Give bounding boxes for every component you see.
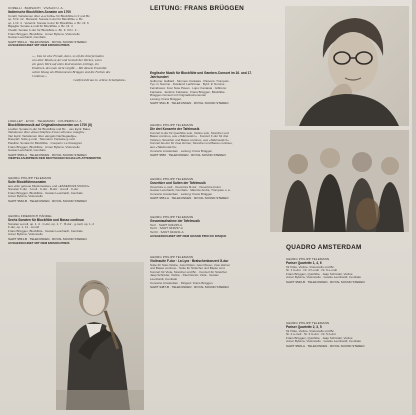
record-number: SAWT 9487-B · TELEFUNKEN · ROYAL SOUND STEREO xyxy=(150,285,229,290)
entry-tafelmusik-concertos xyxy=(150,124,268,158)
entry-line: Anner Bylsma, Violoncello xyxy=(8,233,43,237)
entry-title: Pariser Quartette 2, 3, 5 xyxy=(286,324,322,329)
review-quote-line: Eindruck, den man nicht vergißt ... Mit diesem Ensemble xyxy=(32,65,107,70)
entry-title: Ouvertüre und Suiten der Tafelmusik xyxy=(150,180,206,185)
entry-title: Italienische Blockflöten-Sonaten um 1700 xyxy=(8,9,71,14)
entry-line: Ferrabosco: Four Note Pavan · Lupo: Fantasia · Gibbons: xyxy=(150,87,227,90)
entry-composer: GEORG PHILIPP TELEMANN xyxy=(150,177,194,181)
entry-title: Pariser Quartette 1, 4, 6 xyxy=(286,260,322,265)
entry-paris-quartets-1 xyxy=(286,258,404,285)
record-number: SAWT 9540-B · TELEFUNKEN · ROYAL SOUND STEREO xyxy=(286,279,365,284)
entry-line: Concerto Amsterdam · Leitung: Frans Brüggen xyxy=(150,149,213,153)
entry-line: Anner Bylsma, Violoncello · Gustav Leonhardt, Cembalo xyxy=(286,340,361,344)
entry-paris-quartets-2 xyxy=(286,322,404,349)
entry-title: Suite Blockflötensonaten xyxy=(8,179,47,184)
entry-line: Konzert für Viola, Streicher und Bc. · Konzert für Streicher xyxy=(150,270,227,274)
entry-line: Variationen über »Doen Daphne d'over schoone maeght« · xyxy=(8,131,87,135)
entry-line: Concerto Amsterdam · Leitung: Frans Brüggen xyxy=(150,192,213,196)
entry-line: Holborne: Galliard · Simmes: Fantasia · Parsons: Trumpets · xyxy=(150,79,231,83)
entry-composer: GEORG PHILIPP TELEMANN xyxy=(286,321,330,325)
review-quote-line: Continuo.« xyxy=(32,73,47,78)
entry-composer: GEORG PHILIPP TELEMANN xyxy=(8,176,52,180)
entry-line: Fantasia · Jenkins: Fantasia · Frans Brüggen, Blockflöte · xyxy=(150,90,227,94)
entry-line: Anner Bylsma, Violoncello · Gustav Leonhardt, Cembalo xyxy=(286,276,361,280)
entry-line: Basso continuo, aus »Tafelmusik I« · Konzert F-dur für drei xyxy=(150,135,229,139)
entry-composer: CORELLI · BARSANTI · VIVALDI U. A. xyxy=(8,6,64,10)
entry-line: Ouvertüre e-moll · Ouvertüre B-dur · Ouvertüre D-dur xyxy=(150,185,221,189)
entry-line: Gustav Leonhardt, Cembalo xyxy=(8,36,46,40)
record-number: SAWT 9550 · TELEFUNKEN · ROYAL SOUND STEREO xyxy=(150,153,226,158)
entry-line: Teil III · SAWT 9440/41-A xyxy=(150,230,184,234)
entry-line: Frans Brüggen, Querflöte · Jaap Schröder, Violine xyxy=(286,272,353,276)
entry-line: Frans Brüggen, Blockflöte · Gustav Leonhardt, Cembalo xyxy=(8,191,83,195)
entry-line: op. 1 Nr. 4 · Veracini: Sonate G-dur für Blockflöte u. Bc. Nr. 6 xyxy=(8,21,89,25)
entry-line: Leitung: Frans Brüggen xyxy=(150,97,182,101)
conductor-heading: LEITUNG: FRANS BRÜGGEN xyxy=(150,5,245,12)
review-quote-source: Gottfried Kraus in »Diese Schallplatte« xyxy=(73,77,126,82)
entry-line: Jaap Schröder, Violine · Paul Doctor, Viola · Gustav xyxy=(150,274,219,278)
ensemble-heading: QUADRO AMSTERDAM xyxy=(286,244,362,251)
entry-title: Blockflötenmusik auf Originalinstrumenten um 1700 (II) xyxy=(8,122,92,127)
entry-composer: GEORG FRIEDRICH HÄNDEL xyxy=(8,214,52,218)
photo-quadro-amsterdam-image xyxy=(270,130,409,232)
entry-line: Paisible: Sonate für Blockflöte · Couperin: Le Rossignol xyxy=(8,141,82,145)
entry-line: Concerto Amsterdam · Dirigent: Frans Brüggen xyxy=(150,281,213,285)
entry-composer: GEORG PHILIPP TELEMANN xyxy=(150,255,194,259)
entry-line: Frans Brüggen, Querflöte · Jaap Schröder, Violine xyxy=(286,336,353,340)
photo-recorder-player-image xyxy=(56,262,144,410)
entry-title: Die drei Konzerte der Tafelmusik xyxy=(150,126,200,131)
entry-line: für Flöte, Violine, Violoncello und Bc. xyxy=(286,329,335,333)
entry-line: op. 5 Nr. 12 · Barsanti: Sonate C-dur für Blockflöte u. Bc. xyxy=(8,18,84,22)
review-quote-line: ein gutes Werk auf alten Instrumenten erklingt, ein xyxy=(32,61,99,66)
entry-line: Tye: In Nomine · Dowland: Lachrimae · Byrd: In Nomine · xyxy=(150,83,227,87)
entry-violin-suite xyxy=(150,256,268,290)
entry-line: Anner Bylsma, Violoncello xyxy=(8,195,43,199)
entry-telemann-sonatas xyxy=(8,177,126,204)
entry-title: Sechs Sonaten für Blockflöte und Basso continuo xyxy=(8,217,84,222)
entry-tafelmusik-complete xyxy=(150,216,268,239)
entry-line: Teil II · SAWT 9436/37-A xyxy=(150,227,183,231)
entry-composer: GEORG PHILIPP TELEMANN xyxy=(150,215,194,219)
entry-line: Van Eyck: Variationen über »Engels Nachtegaeltje« · xyxy=(8,134,79,138)
entry-title: Englische Musik für Blockflöte und Gamben-Consort im 16. und 17. Jahrhundert xyxy=(150,71,253,79)
entry-english-consort xyxy=(150,72,268,106)
entry-line: Frans Brüggen, Blockflöte · Anner Bylsma, Violoncello xyxy=(8,32,80,36)
entry-line: aus »Tafelmusik III« xyxy=(150,145,177,149)
award-note: VIERTELJAHRPREIS DER DEUTSCHEN SCHALLPLATTENKRITIK xyxy=(8,156,102,161)
entry-italian-sonatas xyxy=(8,7,126,82)
entry-line: Frans Brüggen, Blockflöte · Gustav Leonhardt, Cembalo xyxy=(8,229,83,233)
entry-composer: GEORG PHILIPP TELEMANN xyxy=(150,123,194,127)
entry-title: Violinsuite F-dur · La Lyra · Bratschenkonzert G-dur xyxy=(150,258,229,263)
entry-line: Brüggen-Consort mit Originalinstrumenten xyxy=(150,94,207,98)
entry-line: aus »Der getreue Musikmeister« und »ESSERCIZII MUSICI« xyxy=(8,184,90,188)
entry-line: für Flöte, Violine, Violoncello und Bc. xyxy=(286,265,335,269)
entry-loeillet xyxy=(8,120,126,161)
entry-title: Gesamtaufnahme der Tafelmusik xyxy=(150,218,200,223)
review-quote-line: »... Das ist eine Freude, denn, so oft die Interpretation xyxy=(32,53,104,58)
entry-line: Corelli: Variationen über »La Follia« für Blockflöte in F und Bc. xyxy=(8,14,91,18)
entry-line: Loeillet: Sonate G-dur für Blockflöte und Bc. · van Eyck: Balet- xyxy=(8,127,91,131)
record-number: SAWT 9540-B · TELEFUNKEN · ROYAL SOUND STEREO xyxy=(8,198,87,203)
entry-line: Gustav Leonhardt, Cembalo · Maurice André, Trompete u. a. xyxy=(150,189,231,193)
entry-line: Nr. 1 G-dur · Nr. 4 h-moll · Nr. 6 e-moll xyxy=(286,269,337,273)
entry-line: Gustav Leonhardt, Cembalo xyxy=(8,149,46,153)
record-number: SAWT 9511-B · TELEFUNKEN · ROYAL SOUND STEREO xyxy=(150,101,229,106)
entry-composer: GEORG PHILIPP TELEMANN xyxy=(286,257,330,261)
record-number: SAWT 9551-B · TELEFUNKEN · ROYAL SOUND STEREO xyxy=(8,236,87,241)
award-note: AUSGEZEICHNET MIT DEM GRAND PRIX DU DISQUE xyxy=(150,234,227,239)
record-number: SAWT 9500-A · TELEFUNKEN · ROYAL SOUND STEREO xyxy=(286,343,365,348)
entry-line: Frans Brüggen, Blockflöte · Anner Bylsma, Violoncello xyxy=(8,145,80,149)
award-note: AUSGEZEICHNET MIT DEM EDISON-PREIS xyxy=(8,43,70,48)
entry-handel-sonatas xyxy=(8,215,126,245)
entry-line: Dieupart: Suite g-moll · Telemann: Fantasie g-moll · xyxy=(8,138,77,142)
award-note: AUSGEZEICHNET MIT DEM EDISON-PREIS xyxy=(8,240,70,245)
entry-line: Bigaglia: Sonate a-moll für Blockflöte u. Bc. Nr. 4 xyxy=(8,25,73,29)
review-quote-line: wären Klang als Phänomenen Brüggen und die Farben des xyxy=(32,69,111,74)
photo-frans-bruggen xyxy=(285,6,409,126)
entry-line: Violinen, Streicher und Basso continuo, aus »Tafelmusik II« · xyxy=(150,138,231,142)
entry-line: Vivaldi: Sonate C-dur für Blockflöte u. Bc. F. XII n. 2 ... xyxy=(8,28,80,32)
header-ensemble xyxy=(286,244,406,251)
review-quote-line: von alter Musik zu Art und Gestalt des Werkes, wenn xyxy=(32,57,102,62)
entry-line: Sonaten a-moll, op. 1, 4 · C-dur, op. 1, 7 · B-dur · g-moll, op. 1, 2 xyxy=(8,222,95,226)
entry-composer: LOEILLET · EYCK · TELEMANN · COUPERIN U. A. xyxy=(8,119,83,123)
entry-line: Konzert Es-dur für zwei Hörner, Streicher und Basso continuo, xyxy=(150,142,233,146)
entry-line: Teil I · SAWT 9434/35-A xyxy=(150,223,183,227)
entry-tafelmusik-overtures xyxy=(150,178,268,201)
record-number: SAWT 9551-A · TELEFUNKEN · ROYAL SOUND STEREO xyxy=(150,196,229,201)
entry-line: Nr. 2 a-moll · Nr. 3 G-dur · Nr. 5 A-dur xyxy=(286,333,336,337)
record-number: SAWT 9566-A · TELEFUNKEN · ROYAL SOUND STEREO xyxy=(8,152,87,157)
header-conductor xyxy=(150,5,260,12)
entry-line: F-dur, op. 1, 11 · d-moll xyxy=(8,226,39,230)
entry-line: Suite für Solo-Violine, zwei Flöten, zwei Oboen, zwei Hörner xyxy=(150,263,230,267)
photo-quadro-amsterdam xyxy=(270,130,409,232)
entry-line: Konzert A-dur für Querflöte solo, Violine solo, Streicher und xyxy=(150,131,229,135)
entry-line: Sonaten F-dur · f-moll · C-dur · B-dur · d-moll · C-dur xyxy=(8,188,79,192)
record-number: SAWT 9501-A · TELEFUNKEN · ROYAL SOUND STEREO xyxy=(8,39,87,44)
entry-line: und Basso continuo · Suite für Streicher und Basso cont. xyxy=(150,267,226,271)
entry-line: Leonhardt, Cembalo xyxy=(150,277,178,281)
photo-recorder-player xyxy=(56,262,144,410)
photo-frans-bruggen-image xyxy=(285,6,409,126)
